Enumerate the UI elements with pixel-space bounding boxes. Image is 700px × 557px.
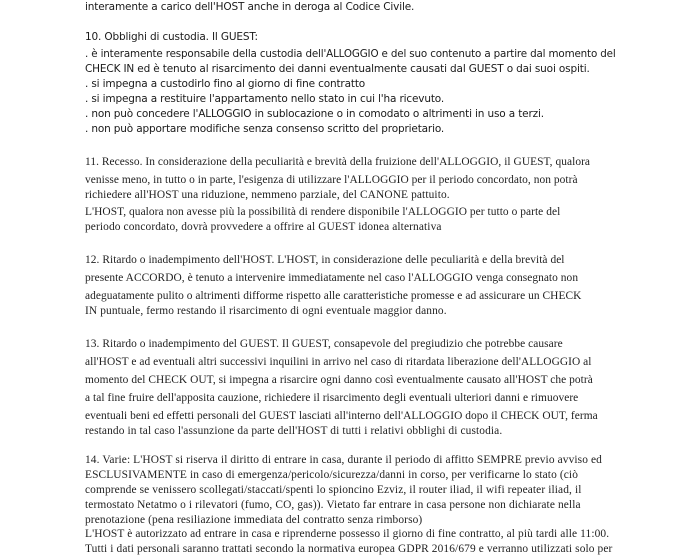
text-line: eventuali beni ed effetti personali del GUEST lasciati all'interno dell'ALLOGGIO dopo il CHECK OUT, ferma: [85, 409, 598, 422]
document-text-column: [85, 0, 616, 557]
text-line: comprende se venissero scollegati/staccati/spenti lo spioncino Ezviz, il router iliad, il wifi repeater iliad, il: [85, 483, 582, 496]
text-line: termostato Netatmo o i rilevatori (fumo, CO, gas)). Vietato far entrare in casa persone non dichiarate nella: [85, 498, 581, 511]
paragraph-gap: [85, 137, 616, 152]
paragraph-clause-11: [85, 152, 616, 236]
text-line: L'HOST, qualora non avesse più la possibilità di rendere disponibile l'ALLOGGIO per tutto o parte del: [85, 206, 561, 219]
text-line: venisse meno, in tutto o in parte, l'esigenza di utilizzare l'ALLOGGIO per il periodo concordato, non potrà: [85, 173, 578, 186]
clause-heading-line: 11. Recesso. In considerazione della peculiarità e brevità della fruizione dell'ALLOGGIO, il GUEST, qualora: [85, 155, 591, 168]
text-line: all'HOST e ad eventuali altri successivi inquilini in arrivo nel caso di ritardata liberazione dell'ALLOGGIO al: [85, 355, 592, 368]
bullet-line: . non può concedere l'ALLOGGIO in sublocazione o in comodato o altrimenti in uso a terzi.: [85, 108, 544, 121]
paragraph-gap: [85, 15, 616, 30]
text-line: periodo concordato, dovrà provvedere a offrire al GUEST idonea alternativa: [85, 221, 442, 234]
paragraph-gap: [85, 319, 616, 334]
bullet-line: . non può apportare modifiche senza consenso scritto del proprietario.: [85, 122, 445, 135]
bullet-line: . si impegna a restituire l'appartamento nello stato in cui l'ha ricevuto.: [85, 93, 445, 106]
text-line: prenotazione (pena resiliazione immediata del contratto senza rimborso): [85, 513, 423, 526]
text-line: presente ACCORDO, è tenuto a intervenire immediatamente nel caso l'ALLOGGIO venga consegnato non: [85, 271, 579, 284]
text-line: L'HOST è autorizzato ad entrare in casa e riprenderne possesso il giorno di fine contratto, al più tardi alle 11:00.: [85, 528, 610, 541]
text-line: CHECK IN ed è tenuto al risarcimento dei danni eventualmente causati dal GUEST o dai suoi ospiti.: [85, 63, 590, 76]
text-line: restando in tal caso l'assunzione da parte dell'HOST di tutti i relativi obblighi di custodia.: [85, 424, 503, 437]
text-line: interamente a carico dell'HOST anche in deroga al Codice Civile.: [85, 1, 415, 13]
clause-heading-line: 12. Ritardo o inadempimento dell'HOST. L'HOST, in considerazione delle peculiarità e della brevità del: [85, 253, 565, 266]
text-line: . è interamente responsabile della custodia dell'ALLOGGIO e del suo contenuto a partire dal momento del: [85, 48, 616, 61]
text-line: Tutti i dati personali saranno trattati secondo la normativa europea GDPR 2016/679 e verranno utilizzati solo per: [85, 543, 613, 556]
text-line: IN puntuale, fermo restando il risarcimento di ogni eventuale maggior danno.: [85, 304, 447, 317]
clause-heading-line: 14. Varie: L'HOST si riserva il diritto di entrare in casa, durante il periodo di affitto SEMPRE previo avviso ed: [85, 454, 602, 467]
paragraph-clause-12: [85, 250, 616, 319]
paragraph-gap: [85, 235, 616, 250]
clause-heading-line: 10. Obblighi di custodia. Il GUEST:: [85, 30, 258, 43]
text-line: adeguatamente pulito o altrimenti difforme rispetto alle caratteristiche promesse e ad assicurare un CHECK: [85, 289, 582, 302]
paragraph-clause-14: [85, 453, 616, 557]
paragraph-continuation-clause-9: [85, 0, 616, 15]
paragraph-clause-10: [85, 30, 616, 137]
bullet-line: . si impegna a custodirlo fino al giorno di fine contratto: [85, 78, 366, 91]
text-line: a tal fine fruire dell'apposita cauzione, richiedere il risarcimento degli eventuali ulteriori danni e rimuovere: [85, 391, 579, 404]
text-line: richiedere all'HOST una riduzione, nemmeno parziale, del CANONE pattuito.: [85, 188, 450, 201]
paragraph-gap: [85, 438, 616, 453]
paragraph-clause-13: [85, 334, 616, 439]
text-line: momento del CHECK OUT, si impegna a risarcire ogni danno così eventualmente causato all'HOST che potrà: [85, 373, 593, 386]
clause-heading-line: 13. Ritardo o inadempimento del GUEST. Il GUEST, consapevole del pregiudizio che potrebbe causare: [85, 337, 563, 350]
text-line: ESCLUSIVAMENTE in caso di emergenza/pericolo/sicurezza/danni in corso, per verificarne lo stato (ciò: [85, 469, 579, 482]
